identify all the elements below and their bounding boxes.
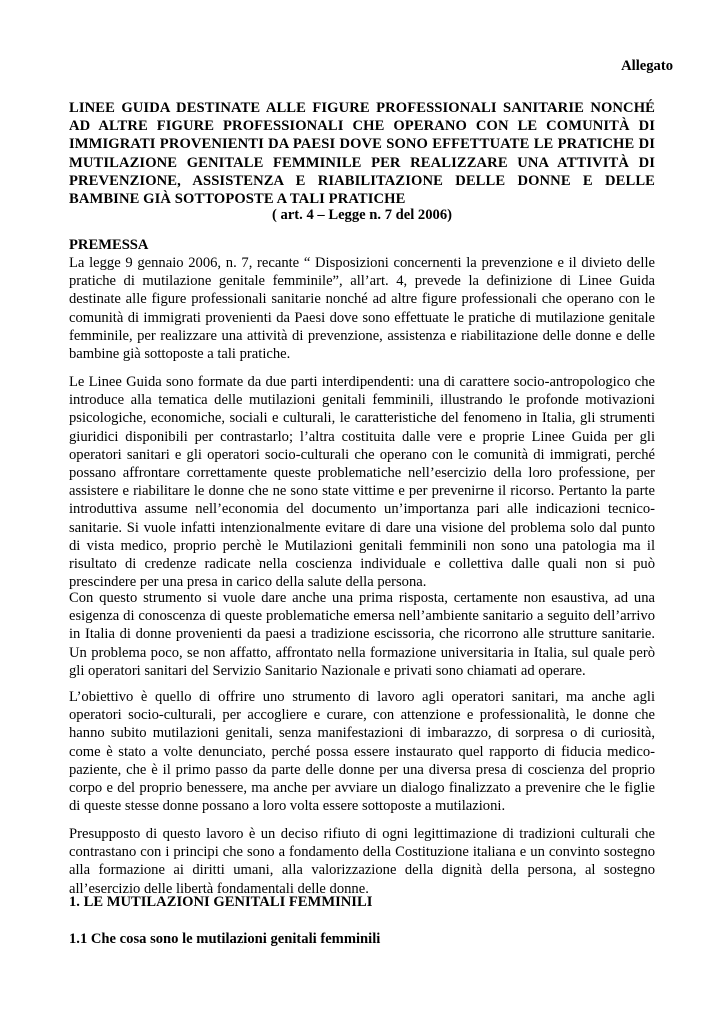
paragraph: La legge 9 gennaio 2006, n. 7, recante “ Disposizioni concernenti la prevenzione e il divieto delle pratiche di mutilazione genitale femminile”, all’art. 4, prevede la definizione di Linee Guida destinate alle figure professionali sanitarie nonché ad altre figure professionali che operano con le comunità di immigrati provenienti da Paesi dove sono effettuate le pratiche di mutilazione genitale femminile, per realizzare una attività di prevenzione, assistenza e riabilitazione delle donne e delle bambine già sottoposte a tali pratiche. (69, 255, 655, 363)
allegato-label: Allegato (621, 58, 673, 74)
paragraph: Le Linee Guida sono formate da due parti interdipendenti: una di carattere socio-antropologico che introduce alla tematica delle mutilazioni genitali femminili, illustrando le profonde motivazioni psicologiche, economiche, sociali e culturali, le caratteristiche del fenomeno in Italia, gli strumenti giuridici disponibili per contrastarlo; l’altra costituita dalle vere e proprie Linee Guida per gli operatori sanitari e gli operatori socio-culturali che operano con le comunità di immigrati, perché possano affrontare correttamente queste problematiche nell’esercizio della loro professione, per assistere e riabilitare le donne che ne sono state vittime e per prevenirne il ricorso. Pertanto la parte introduttiva assume nell’economia del documento un’importanza pari alle indicazioni tecnico-sanitarie. Si vuole infatti intenzionalmente evitare di dare una visione del problema solo dal punto di vista medico, proprio perchè le Mutilazioni genitali femminili non sono una patologia ma il risultato di credenze radicate nella coscienza individuale e collettiva dalle quali non si può prescindere per una presa in carico della salute della persona. (69, 374, 655, 591)
document-subtitle: ( art. 4 – Legge n. 7 del 2006) (272, 207, 452, 223)
premessa-heading: PREMESSA (69, 237, 149, 253)
section-heading: 1. LE MUTILAZIONI GENITALI FEMMINILI (69, 894, 373, 910)
paragraph: L’obiettivo è quello di offrire uno strumento di lavoro agli operatori sanitari, ma anche agli operatori socio-culturali, per accogliere e curare, con attenzione e professionalità, le donne che hanno subito mutilazioni genitali, senza manifestazioni di imbarazzo, di sorpresa o di curiosità, come è stato a volte denunciato, perché possa essere instaurato quel rapporto di fiducia medico-paziente, che è il primo passo da parte delle donne per una diversa presa di coscienza del proprio corpo e del proprio benessere, ma anche per avviare un dialogo finalizzato a prevenire che le figlie di queste stesse donne possano a loro volta essere sottoposte a mutilazioni. (69, 689, 655, 815)
subsection-heading: 1.1 Che cosa sono le mutilazioni genitali femminili (69, 931, 381, 947)
document-title: LINEE GUIDA DESTINATE ALLE FIGURE PROFESSIONALI SANITARIE NONCHÉ AD ALTRE FIGURE PROFESSIONALI CHE OPERANO CON LE COMUNITÀ DI IMMIGRATI PROVENIENTI DA PAESI DOVE SONO EFFETTUATE LE PRATICHE DI MUTILAZIONE GENITALE FEMMINILE PER REALIZZARE UNA ATTIVITÀ DI PREVENZIONE, ASSISTENZA E RIABILITAZIONE DELLE DONNE E DELLE BAMBINE GIÀ SOTTOPOSTE A TALI PRATICHE (69, 100, 655, 208)
paragraph: Presupposto di questo lavoro è un deciso rifiuto di ogni legittimazione di tradizioni culturali che contrastano con i principi che sono a fondamento della Costituzione italiana e un convinto sostegno alla formazione ai diritti umani, alla valorizzazione della dignità della persona, al sostegno all’esercizio delle libertà fondamentali delle donne. (69, 826, 655, 897)
paragraph: Con questo strumento si vuole dare anche una prima risposta, certamente non esaustiva, ad una esigenza di conoscenza di queste problematiche emersa nell’ambiente sanitario a seguito dell’arrivo in Italia di donne provenienti da paesi a tradizione escissoria, che ricorrono alle strutture sanitarie. Un problema poco, se non affatto, affrontato nella formazione universitaria in Italia, sul quale però gli operatori sanitari del Servizio Sanitario Nazionale e privati sono chiamati ad operare. (69, 590, 655, 679)
